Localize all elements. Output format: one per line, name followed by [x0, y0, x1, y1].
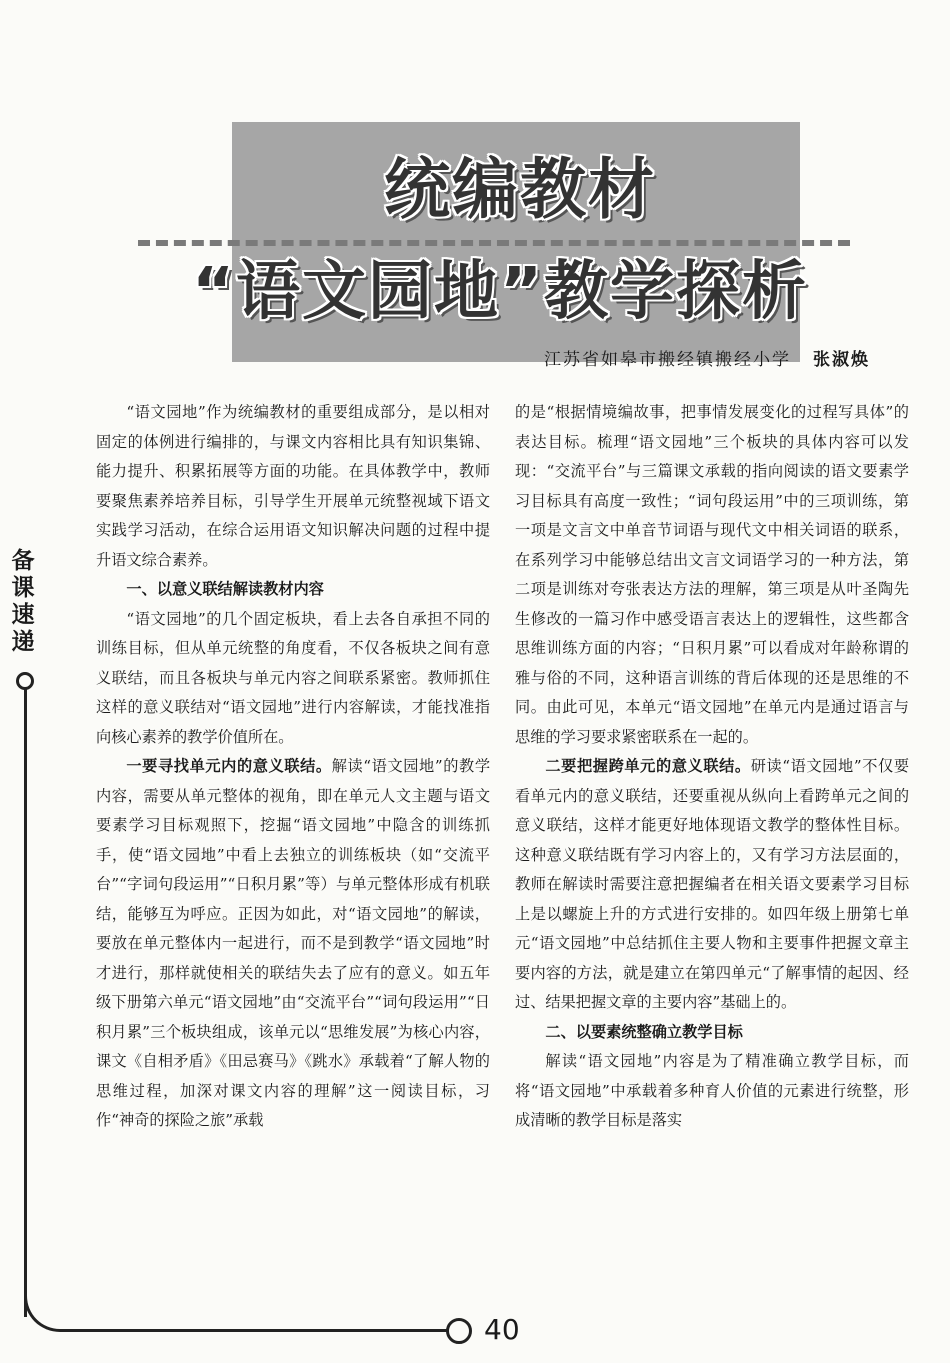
byline [420, 346, 870, 374]
paragraph: “语文园地”作为统编教材的重要组成部分，是以相对固定的体例进行编排的，与课文内容相比具有知识集锦、能力提升、积累拓展等方面的功能。在具体教学中，教师要聚焦素养培养目标，引导学生开展单元统整视域下语文实践学习活动，在综合运用语文知识解决问题的过程中提升语文综合素养。 [96, 403, 490, 569]
author-name: 张淑焕 [813, 350, 870, 370]
article-column-right [515, 398, 909, 1136]
paragraph-body: 研读“语文园地”不仅要看单元内的意义联结，还要重视从纵向上看跨单元之间的意义联结，这样才能更好地体现语文教学的整体性目标。这种意义联结既有学习内容上的，又有学习方法层面的，教师在解读时需要注意把握编者在相关语文要素学习目标上是以螺旋上升的方式进行安排的。如四年级上册第七单元“语文园地”中总结抓住主要人物和主要事件把握文章主要内容的方法，就是建立在第四单元“了解事情的起因、经过、结果把握文章的主要内容”基础上的。 [515, 757, 910, 1011]
paragraph: “语文园地”的几个固定板块，看上去各自承担不同的训练目标，但从单元统整的角度看，不仅各板块之间有意义联结，而且各板块与单元内容之间联系紧密。教师抓住这样的意义联结对“语文园地”进行内容解读，才能找准指向核心素养的教学价值所在。 [96, 609, 490, 746]
side-circle-ornament [16, 672, 34, 690]
paragraph: 解读“语文园地”内容是为了精准确立教学目标，而将“语文园地”中承载着多种育人价值的元素进行统整，形成清晰的教学目标是落实 [515, 1052, 909, 1129]
article-column-left [96, 398, 490, 1136]
author-affiliation: 江苏省如皋市搬经镇搬经小学 [544, 350, 791, 370]
paragraph-continued: 的是“根据情境编故事，把事情发展变化的过程写具体”的表达目标。梳理“语文园地”三个板块的具体内容可以发现：“交流平台”与三篇课文承载的指向阅读的语文要素学习目标具有高度一致性；“词句段运用”中的三项训练，第一项是文言文中单音节词语与现代文中相关词语的联系，在系列学习中能够总结出文言文词语学习的一种方法，第二项是训练对夸张表达方法的理解，第三项是从叶圣陶先生修改的一篇习作中感受语言表达上的逻辑性，这些都含思维训练方面的内容；“日积月累”可以看成对年龄称谓的雅与俗的不同，这种语言训练的背后体现的还是思维的不同。由此可见，本单元“语文园地”在单元内是通过语言与思维的学习要求紧密联系在一起的。 [515, 403, 909, 746]
paragraph [96, 752, 490, 1136]
paragraph-lead: 一要寻找单元内的意义联结。 [126, 757, 332, 775]
title-subtitle: “语文园地”教学探析 [191, 255, 809, 329]
bottom-circle-ornament [446, 1318, 472, 1344]
section-heading: 二、以要素统整确立教学目标 [545, 1022, 743, 1041]
section-side-label: 备课速递 [11, 548, 35, 655]
title-dashed-divider [138, 240, 850, 246]
paragraph [515, 752, 909, 1018]
title-main: 统编教材 [384, 151, 656, 228]
corner-curve-ornament [24, 1296, 64, 1332]
page-number: 40 [484, 1313, 520, 1346]
paragraph-body: 解读“语文园地”的教学内容，需要从单元整体的视角，即在单元人文主题与语文要素学习目标观照下，挖掘“语文园地”中隐含的训练抓手，使“语文园地”中看上去独立的训练板块（如“交流平台”“字词句段运用”“日积月累”等）与单元整体形成有机联结，能够互为呼应。正因为如此，对“语文园地”的解读，要放在单元整体内一起进行，而不是到教学“语文园地”时才进行，那样就使相关的联结失去了应有的意义。如五年级下册第六单元“语文园地”由“交流平台”“词句段运用”“日积月累”三个板块组成，该单元以“思维发展”为核心内容，课文《自相矛盾》《田忌赛马》《跳水》承载着“了解人物的思维过程，加深对课文内容的理解”这一阅读目标，习作“神奇的探险之旅”承载 [96, 757, 491, 1129]
paragraph-lead: 二要把握跨单元的意义联结。 [545, 757, 751, 775]
bottom-horizontal-rule [60, 1329, 448, 1332]
side-vertical-rule [24, 689, 27, 1317]
section-heading: 一、以意义联结解读教材内容 [126, 580, 324, 598]
